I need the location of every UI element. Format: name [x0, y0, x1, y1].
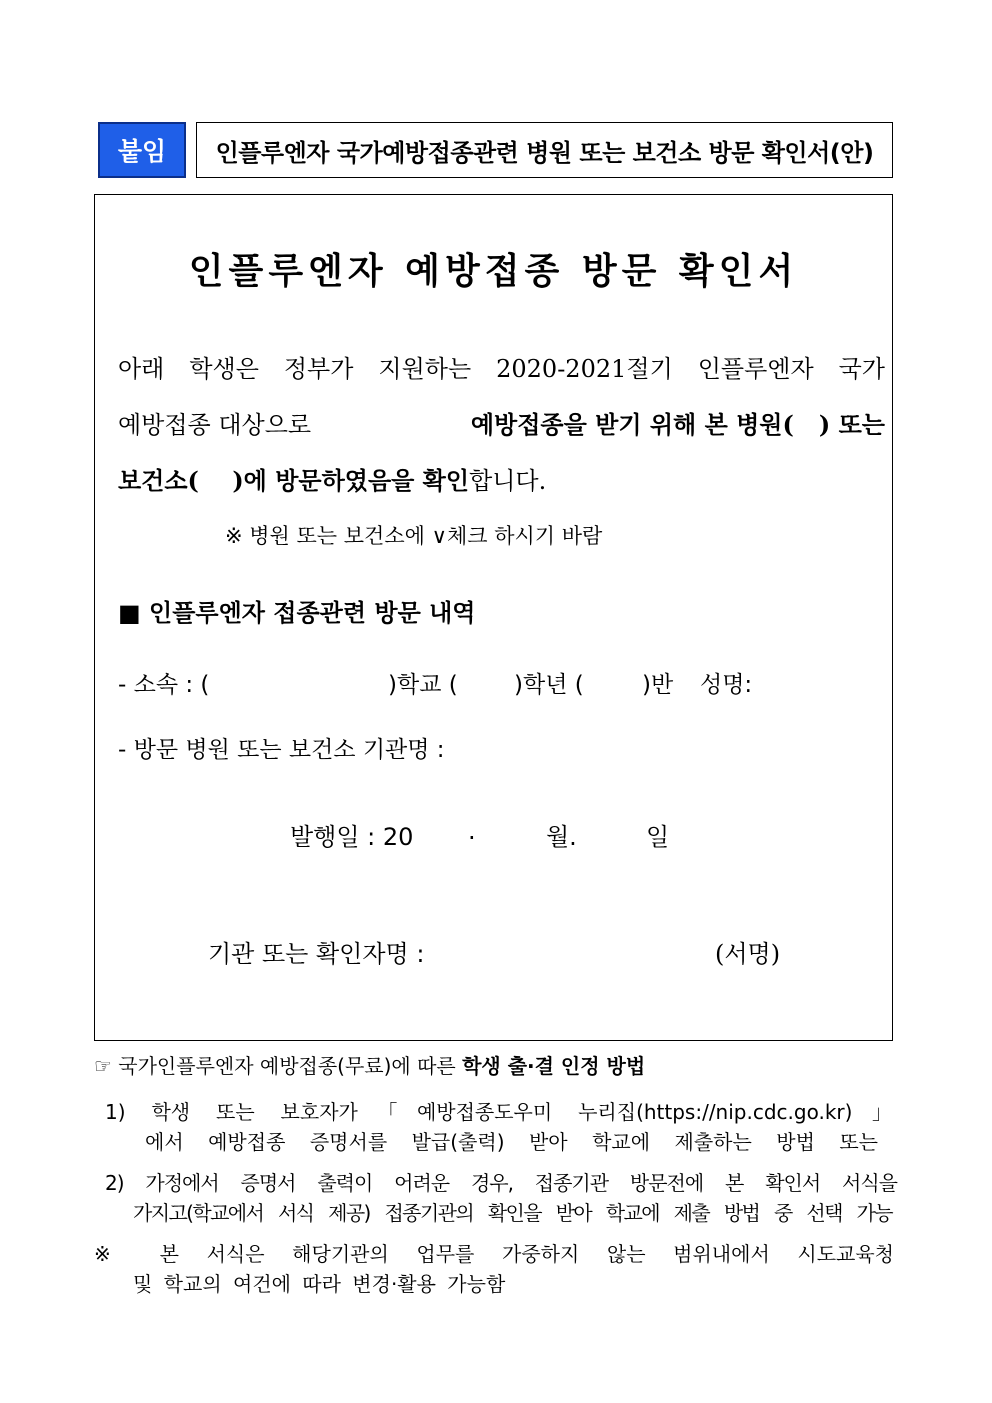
footer-heading-bold: 학생 출·결 인정 방법: [462, 1054, 646, 1078]
day-label: 일: [646, 823, 670, 851]
affiliation-label: - 소속 : (: [118, 672, 210, 698]
signer-label: 기관 또는 확인자명 :: [208, 940, 425, 968]
form-paragraph-line-1: 아래 학생은 정부가 지원하는 2020-2021절기 인플루엔자 국가: [118, 355, 885, 383]
paragraph-line-2-bold: 예방접종을 받기 위해 본 병원( ) 또는: [470, 410, 885, 439]
school-label: )학교 (: [388, 672, 458, 698]
header-title-text: 인플루엔자 국가예방접종관련 병원 또는 보건소 방문 확인서(안): [215, 138, 874, 167]
footer-heading: [94, 1050, 645, 1079]
instruction-2-line-2: 가지고(학교에서 서식 제공) 접종기관의 확인을 받아 학교에 제출 방법 중 선택 가능: [133, 1201, 892, 1225]
paragraph-line-3-bold: 보건소( )에 방문하였음을 확인: [118, 466, 470, 495]
paragraph-line-3-end: 합니다.: [469, 467, 547, 495]
attachment-tag-label: 붙임: [117, 137, 167, 166]
section-heading: ■ 인플루엔자 접종관련 방문 내역: [118, 599, 476, 627]
issue-date-dot: .: [468, 817, 476, 845]
note-line-2: 및 학교의 여건에 따라 변경·활용 가능함: [133, 1272, 506, 1296]
paragraph-line-2-start: 예방접종 대상으로: [118, 411, 312, 439]
form-paragraph-line-3: [118, 461, 885, 496]
month-label: 월.: [546, 823, 577, 851]
form-title: 인플루엔자 예방접종 방문 확인서: [188, 251, 799, 292]
class-label: )반: [642, 672, 674, 698]
signature-label: (서명): [715, 940, 781, 968]
note-line-1: ※ 본 서식은 해당기관의 업무를 가중하지 않는 범위내에서 시도교육청: [94, 1242, 894, 1266]
footer-heading-start: ☞ 국가인플루엔자 예방접종(무료)에 따른: [94, 1054, 456, 1078]
name-label: 성명:: [700, 672, 753, 698]
issue-date-label: 발행일 : 20: [290, 823, 414, 851]
form-paragraph-line-2: [118, 405, 885, 440]
document-header-title: [196, 122, 893, 178]
institution-name-line: - 방문 병원 또는 보건소 기관명 :: [118, 737, 445, 763]
instruction-2-line-1: 2) 가정에서 증명서 출력이 어려운 경우, 접종기관 방문전에 본 확인서 서식을: [105, 1171, 897, 1195]
attachment-tag: [98, 122, 186, 178]
instruction-1-line-2: 에서 예방접종 증명서를 발급(출력) 받아 학교에 제출하는 방법 또는: [145, 1130, 878, 1154]
grade-label: )학년 (: [514, 672, 584, 698]
check-note: ※ 병원 또는 보건소에 ∨체크 하시기 바람: [225, 524, 603, 548]
instruction-1-line-1: 1) 학생 또는 보호자가「예방접종도우미 누리집(https://nip.cdc.go.kr)」: [105, 1100, 892, 1124]
